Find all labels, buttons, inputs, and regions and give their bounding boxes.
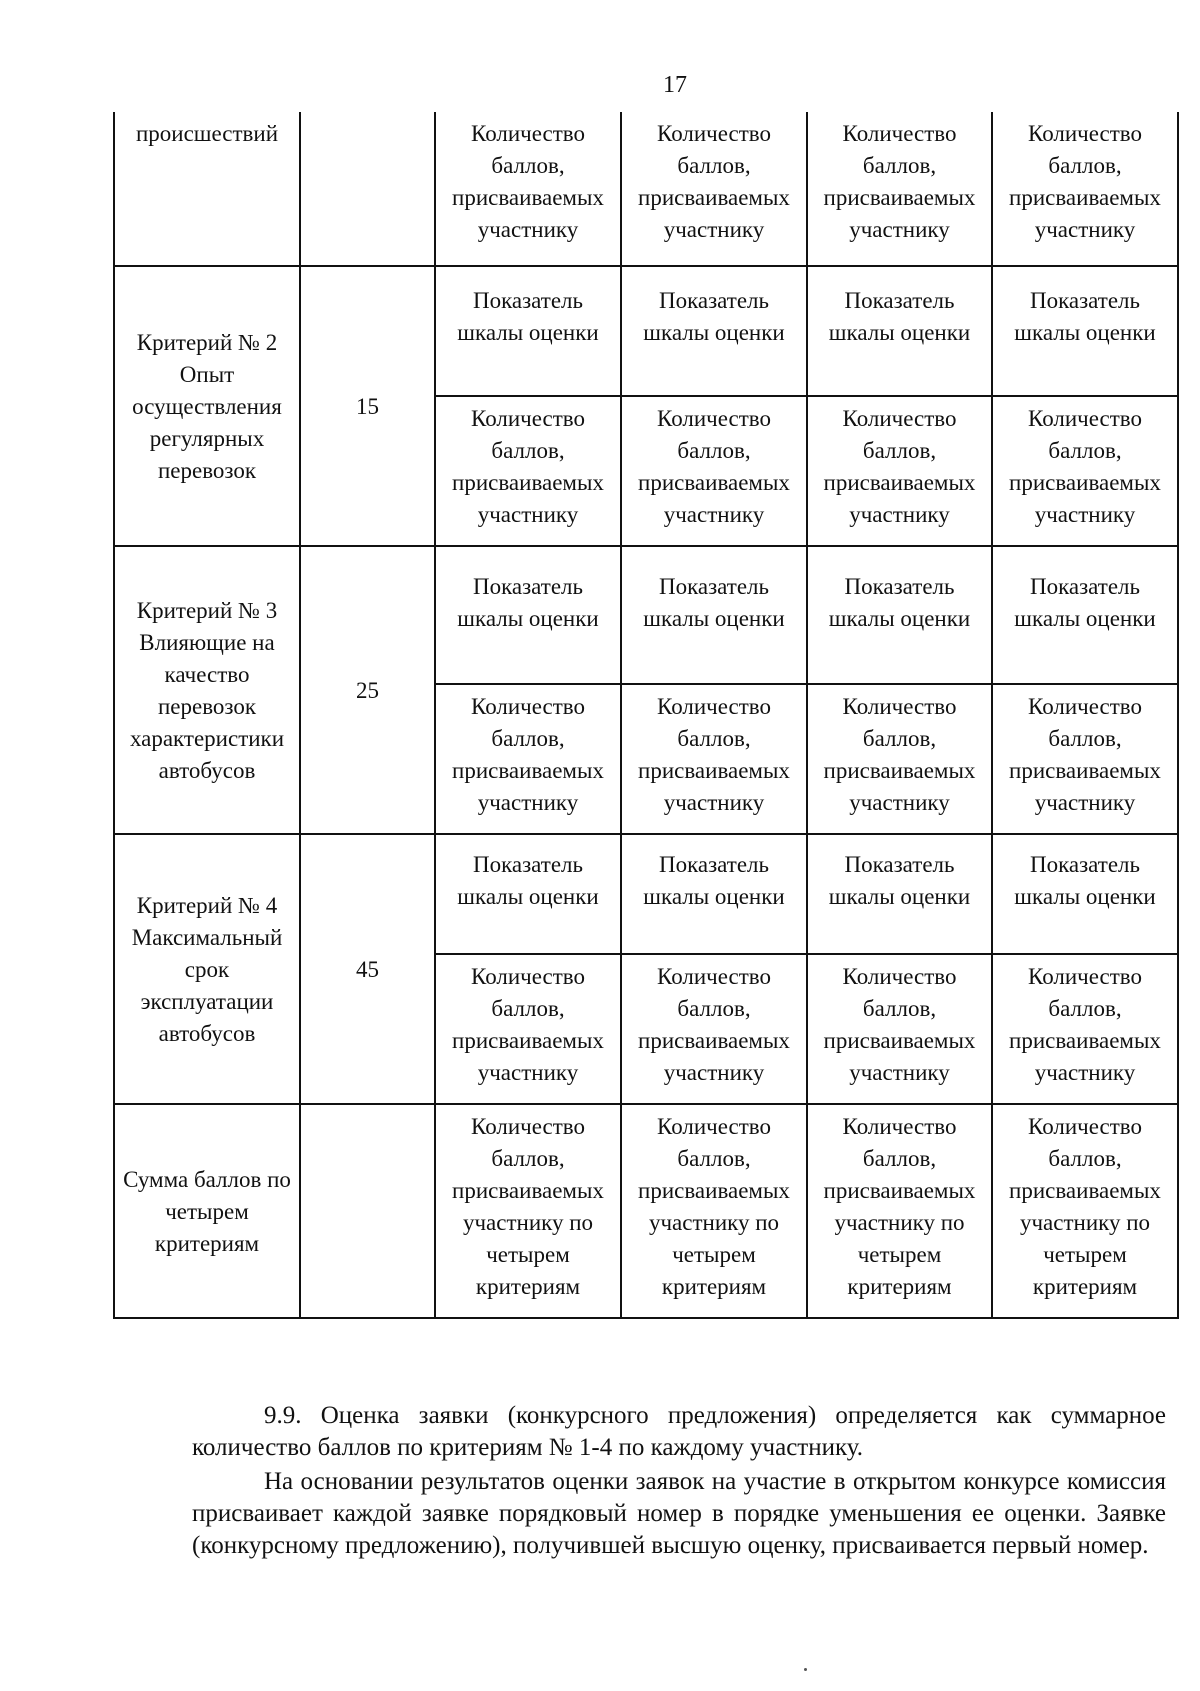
sum-score-cell: Количество баллов, присваиваемых участнику по четырем критериям — [435, 1104, 621, 1318]
scan-speck — [804, 1668, 807, 1671]
sum-score-cell: Количество баллов, присваиваемых участнику по четырем критериям — [992, 1104, 1178, 1318]
paragraph-9-9: 9.9. Оценка заявки (конкурсного предложения) определяется как суммарное количество баллов по критериям № 1-4 по каждому участнику. — [192, 1402, 1166, 1461]
score-cell: Количество баллов, присваиваемых участнику — [435, 684, 621, 834]
sum-score-cell: Количество баллов, присваиваемых участнику по четырем критериям — [807, 1104, 992, 1318]
score-cell: Количество баллов, присваиваемых участнику — [435, 396, 621, 546]
scale-cell: Показатель шкалы оценки — [992, 834, 1178, 954]
score-cell: Количество баллов, присваиваемых участнику — [435, 112, 621, 266]
criterion-name-cell: происшествий — [114, 112, 300, 266]
score-cell: Количество баллов, присваиваемых участнику — [807, 954, 992, 1104]
page-number: 17 — [663, 72, 687, 98]
score-cell: Количество баллов, присваиваемых участнику — [992, 112, 1178, 266]
score-cell: Количество баллов, присваиваемых участнику — [621, 112, 807, 266]
table-row-sum — [114, 1104, 1178, 1318]
criteria-table — [113, 112, 1179, 1319]
table-row-criterion-4-scale — [114, 834, 1178, 954]
scale-cell: Показатель шкалы оценки — [807, 266, 992, 396]
table-row-criterion-2-scale — [114, 266, 1178, 396]
criterion-weight-cell — [300, 112, 435, 266]
sum-score-cell: Количество баллов, присваиваемых участнику по четырем критериям — [621, 1104, 807, 1318]
score-cell: Количество баллов, присваиваемых участнику — [621, 954, 807, 1104]
criterion-weight-cell: 45 — [300, 834, 435, 1104]
scale-cell: Показатель шкалы оценки — [435, 834, 621, 954]
scale-cell: Показатель шкалы оценки — [435, 546, 621, 684]
criterion-name-cell: Критерий № 3 Влияющие на качество перевозок характеристики автобусов — [114, 546, 300, 834]
table-row-continued — [114, 112, 1178, 266]
criterion-name-cell: Критерий № 4 Максимальный срок эксплуатации автобусов — [114, 834, 300, 1104]
criterion-weight-cell: 25 — [300, 546, 435, 834]
score-cell: Количество баллов, присваиваемых участнику — [807, 112, 992, 266]
scale-cell: Показатель шкалы оценки — [807, 546, 992, 684]
score-cell: Количество баллов, присваиваемых участнику — [992, 396, 1178, 546]
score-cell: Количество баллов, присваиваемых участнику — [807, 396, 992, 546]
criterion-name-cell: Критерий № 2 Опыт осуществления регулярных перевозок — [114, 266, 300, 546]
scale-cell: Показатель шкалы оценки — [435, 266, 621, 396]
table-row-criterion-3-scale — [114, 546, 1178, 684]
scale-cell: Показатель шкалы оценки — [807, 834, 992, 954]
score-cell: Количество баллов, присваиваемых участнику — [992, 684, 1178, 834]
scale-cell: Показатель шкалы оценки — [621, 834, 807, 954]
scale-cell: Показатель шкалы оценки — [621, 266, 807, 396]
paragraph-ranking: На основании результатов оценки заявок на участие в открытом конкурсе комиссия присваивает каждой заявке порядковый номер в порядке уменьшения ее оценки. Заявке (конкурсному предложению), получившей высшую оценку, присваивается первый номер. — [192, 1468, 1166, 1559]
score-cell: Количество баллов, присваиваемых участнику — [992, 954, 1178, 1104]
scale-cell: Показатель шкалы оценки — [621, 546, 807, 684]
sum-weight-cell — [300, 1104, 435, 1318]
score-cell: Количество баллов, присваиваемых участнику — [435, 954, 621, 1104]
sum-name-cell: Сумма баллов по четырем критериям — [114, 1104, 300, 1318]
score-cell: Количество баллов, присваиваемых участнику — [807, 684, 992, 834]
criterion-weight-cell: 15 — [300, 266, 435, 546]
score-cell: Количество баллов, присваиваемых участнику — [621, 684, 807, 834]
score-cell: Количество баллов, присваиваемых участнику — [621, 396, 807, 546]
scale-cell: Показатель шкалы оценки — [992, 546, 1178, 684]
scale-cell: Показатель шкалы оценки — [992, 266, 1178, 396]
